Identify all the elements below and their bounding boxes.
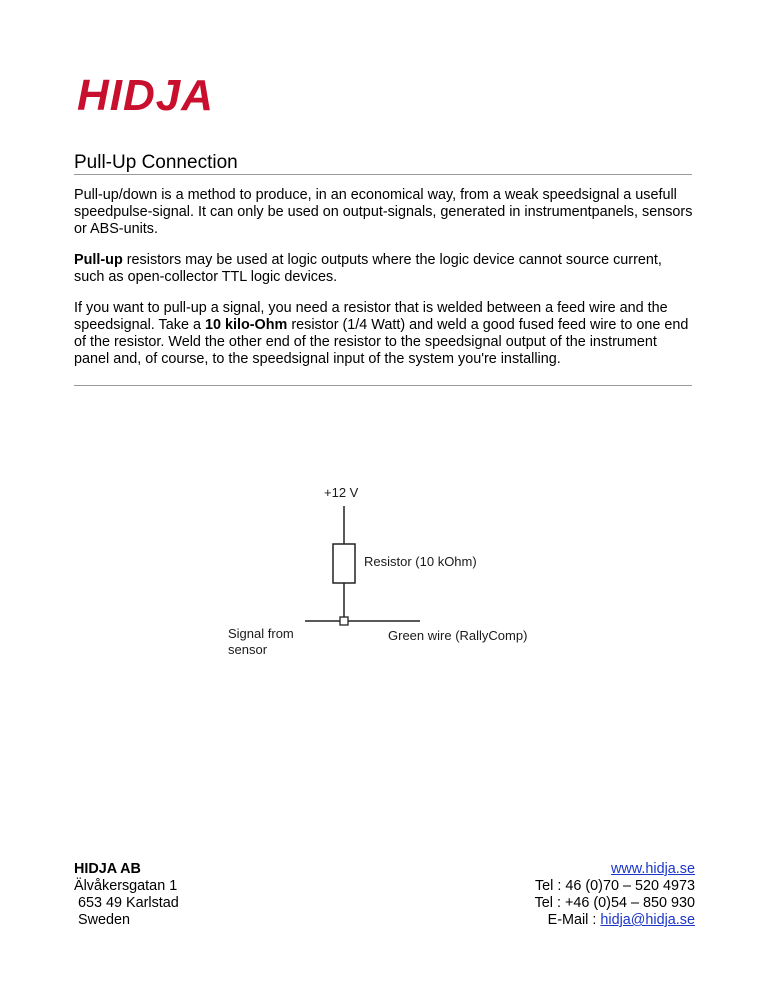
- email-label: E-Mail :: [547, 912, 601, 928]
- address-city: 653 49 Karlstad: [74, 895, 179, 911]
- company-address-block: [74, 861, 179, 929]
- address-country: Sweden: [74, 912, 131, 928]
- website-link[interactable]: www.hidja.se: [611, 861, 695, 877]
- intro-paragraph: Pull-up/down is a method to produce, in an economical way, from a weak speedsignal a usefull speedpulse-signal. It can only be used on output-signals, generated in instrumentpanels, sensors or ABS-units.: [74, 187, 693, 237]
- company-name: HIDJA AB: [74, 861, 141, 877]
- phone-office: Tel : +46 (0)54 – 850 930: [534, 895, 695, 911]
- title-divider: [74, 174, 692, 175]
- resistor-label: Resistor (10 kOhm): [364, 554, 477, 569]
- resistor-symbol: [333, 544, 355, 583]
- junction-node: [340, 617, 348, 625]
- email-line: [535, 912, 695, 929]
- address-street: Älvåkersgatan 1: [74, 878, 178, 894]
- phone-mobile: Tel : 46 (0)70 – 520 4973: [534, 878, 695, 894]
- pullup-description: resistors may be used at logic outputs where the logic device cannot source current, such as open-collector TTL logic devices.: [74, 252, 662, 285]
- instructions-paragraph: [74, 300, 694, 368]
- contact-block: [535, 861, 695, 929]
- instructions-text-start: If you want to pull-up a signal, you need a resistor that is welded between a feed wire and the speedsignal. Take a: [74, 300, 668, 333]
- signal-source-label-line1: Signal from: [228, 626, 294, 641]
- section-divider: [74, 385, 692, 386]
- resistor-value-term: 10 kilo-Ohm: [204, 317, 288, 333]
- pullup-term: Pull-up: [74, 252, 123, 268]
- email-link[interactable]: hidja@hidja.se: [600, 912, 695, 928]
- pullup-paragraph: [74, 252, 694, 286]
- green-wire-label: Green wire (RallyComp): [388, 628, 528, 643]
- hidja-logo: HIDJA: [77, 71, 215, 120]
- instructions-text-end: resistor (1/4 Watt) and weld a good fused feed wire to one end of the resistor. Weld the other end of the resistor to the speedsignal output of the instrument panel and, of course, to the speedsignal input of the system you're installing.: [74, 317, 689, 367]
- supply-voltage-label: +12 V: [324, 485, 359, 500]
- signal-source-label-line2: sensor: [228, 642, 268, 657]
- page-title: Pull-Up Connection: [74, 152, 238, 173]
